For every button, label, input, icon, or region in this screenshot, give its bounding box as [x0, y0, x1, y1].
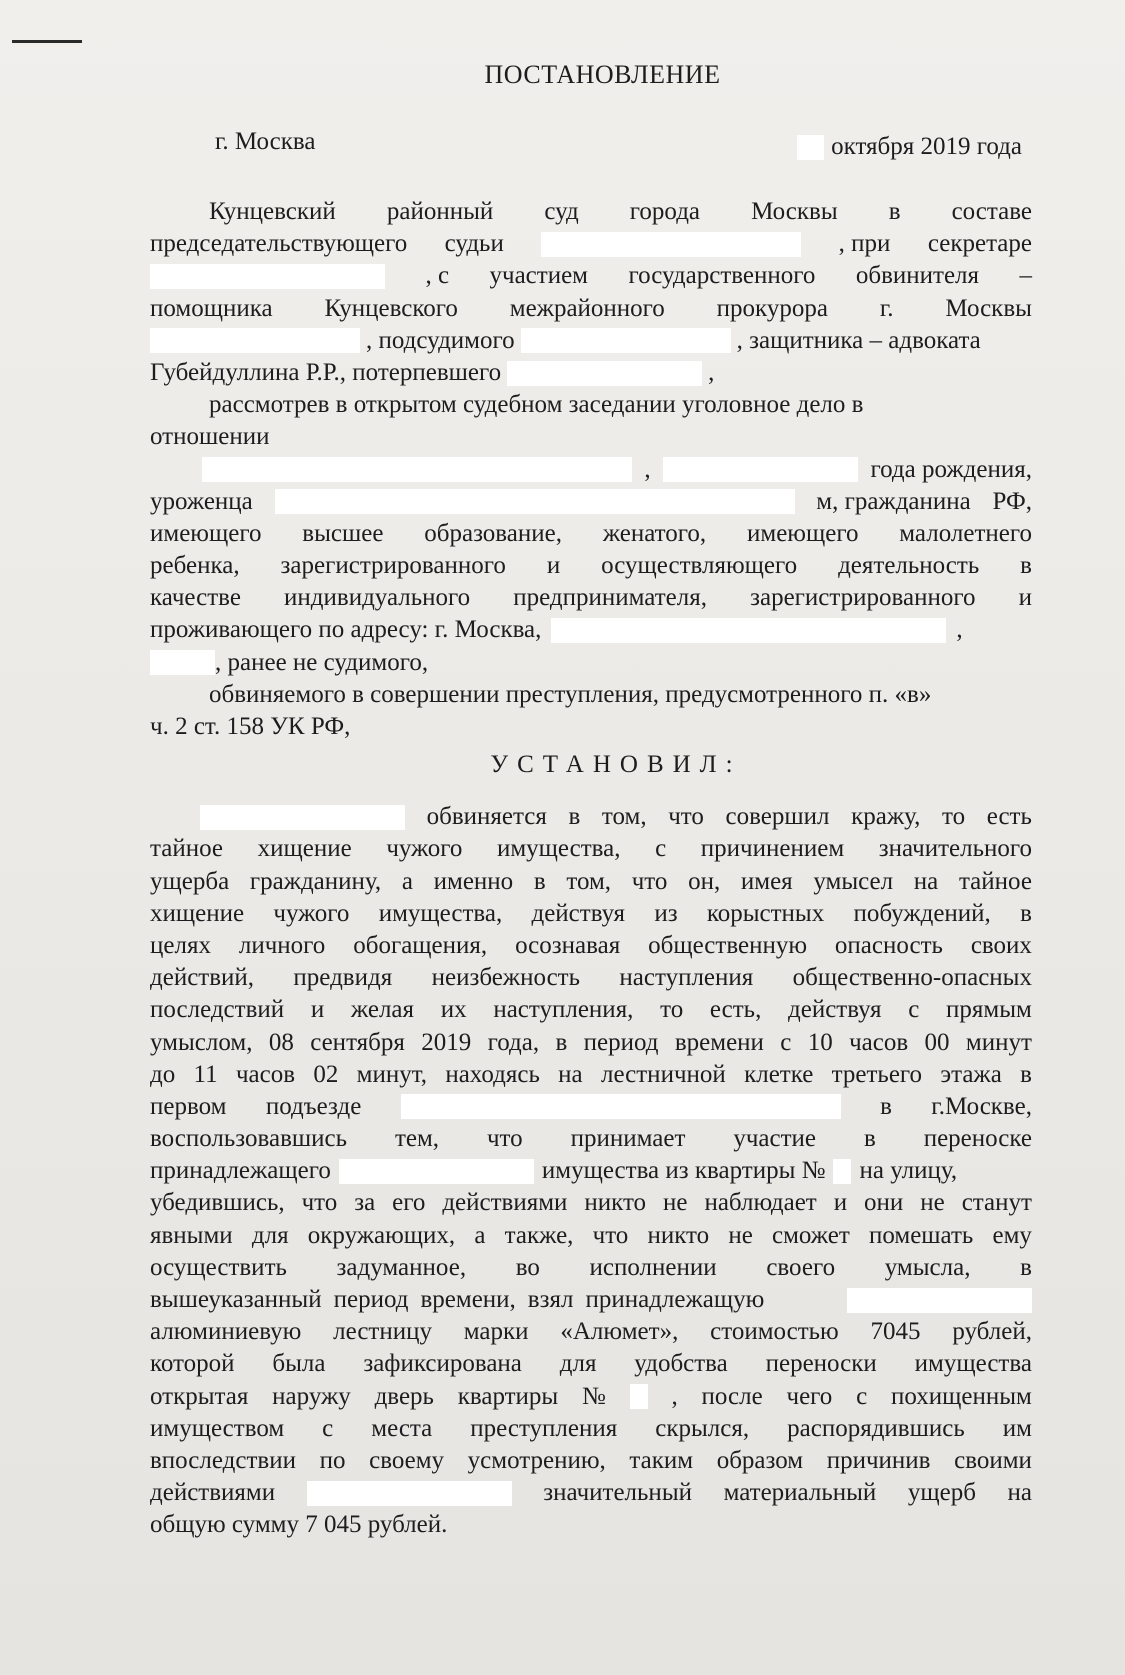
word: «Алюмет»,: [560, 1318, 679, 1346]
word: участием: [489, 262, 589, 290]
word: переноски: [765, 1350, 877, 1378]
word: сможет: [772, 1221, 850, 1249]
word: их: [440, 996, 467, 1024]
word: им: [1002, 1414, 1032, 1442]
text-line: [150, 833, 1032, 865]
redaction: [663, 457, 858, 482]
word: часов: [849, 1028, 909, 1056]
word: его: [392, 1189, 426, 1217]
word: побуждений,: [853, 899, 991, 927]
word: с: [856, 1382, 868, 1410]
word: гражданину,: [249, 867, 382, 895]
word: причинив: [826, 1446, 931, 1474]
word: секретаре: [927, 230, 1032, 258]
word: первом: [150, 1092, 227, 1120]
word: ,: [708, 358, 715, 386]
word: образом: [716, 1446, 804, 1474]
word: впоследствии: [150, 1446, 296, 1474]
word: воспользовавшись: [150, 1125, 348, 1153]
word: , при: [838, 230, 891, 258]
word: наступления: [619, 964, 754, 992]
word: года,: [487, 1028, 540, 1056]
word: межрайонного: [509, 294, 665, 322]
word: в: [1020, 1060, 1032, 1088]
word: алюминиевую: [150, 1318, 302, 1346]
word: на: [1007, 1479, 1032, 1507]
text-line: [150, 196, 1032, 228]
word: то: [660, 996, 684, 1024]
text-line: рассмотрев в открытом судебном заседании уголовное дело в: [209, 391, 864, 419]
word: по: [319, 1446, 346, 1474]
word: марки: [463, 1318, 529, 1346]
text-line: [150, 1381, 1032, 1413]
word: после: [701, 1382, 763, 1410]
text-line: [150, 801, 1032, 833]
word: рублей,: [952, 1318, 1032, 1346]
word: уроженца: [150, 487, 253, 515]
word: обвинителя: [855, 262, 980, 290]
word: зафиксирована: [363, 1350, 522, 1378]
word: прямым: [946, 996, 1032, 1024]
margin-mark: [12, 40, 82, 43]
word: 02: [313, 1060, 339, 1088]
word: принадлежащую: [585, 1286, 765, 1313]
word: города: [629, 198, 701, 225]
word: ему: [992, 1221, 1032, 1249]
word: Кунцевский: [209, 198, 336, 225]
word: в: [568, 803, 581, 831]
word: ущерб: [907, 1479, 976, 1507]
word: период: [333, 1286, 409, 1313]
text-line: обвиняемого в совершении преступления, предусмотренного п. «в»: [209, 680, 932, 708]
redaction: [150, 650, 215, 675]
text-line: [150, 1027, 1032, 1059]
word: переноске: [923, 1125, 1032, 1153]
word: находясь: [445, 1060, 540, 1088]
word: задуманное,: [336, 1253, 467, 1281]
word: принимает: [570, 1125, 686, 1153]
text-line: [150, 550, 1032, 582]
word: удобства: [634, 1350, 728, 1378]
word: тайное: [150, 835, 223, 863]
word: минут,: [356, 1060, 428, 1088]
word: вышеуказанный: [150, 1286, 322, 1313]
word: качестве: [150, 584, 241, 612]
word: и: [1018, 584, 1032, 612]
word: своими: [954, 1446, 1032, 1474]
word: 10: [807, 1028, 833, 1056]
text-line: [150, 866, 1032, 898]
word: таким: [629, 1446, 694, 1474]
word: общественно-опасных: [792, 964, 1032, 992]
text-line: [150, 930, 1032, 962]
word: Кунцевского: [324, 294, 458, 322]
word: умысел: [813, 867, 894, 895]
word: последствий: [150, 996, 285, 1024]
text-line: [150, 1445, 1032, 1477]
text-line: [150, 962, 1032, 994]
text-line: [150, 1413, 1032, 1445]
word: также,: [504, 1221, 574, 1249]
word: они: [864, 1189, 904, 1217]
word: в: [863, 1125, 876, 1153]
word: за: [354, 1189, 376, 1217]
word: г.: [879, 294, 894, 322]
word: значительного: [878, 835, 1032, 863]
word: причинением: [700, 835, 845, 863]
word: есть,: [709, 996, 762, 1024]
word: на: [913, 867, 939, 895]
word: имеющего: [150, 519, 262, 547]
redaction: [551, 618, 946, 643]
redaction: [202, 457, 632, 482]
word: зарегистрированного: [750, 584, 976, 612]
redaction: [833, 1159, 851, 1184]
word: с: [655, 835, 667, 863]
document-body: [150, 196, 1032, 1542]
redaction: [847, 1288, 1032, 1313]
word: кражу,: [851, 803, 921, 831]
redaction: [401, 1094, 841, 1119]
word: , защитника – адвоката: [736, 326, 981, 354]
word: места: [371, 1414, 433, 1442]
word: малолетнего: [899, 519, 1032, 547]
word: окружающих,: [307, 1221, 456, 1249]
word: предпринимателя,: [513, 584, 707, 612]
word: неизбежность: [431, 964, 581, 992]
word: и: [310, 996, 325, 1024]
redaction: [797, 135, 824, 160]
word: минут: [965, 1028, 1032, 1056]
word: Москвы: [945, 294, 1032, 322]
word: явными: [150, 1221, 233, 1249]
word: года рождения,: [870, 455, 1032, 483]
word: времени: [674, 1028, 764, 1056]
text-line: ч. 2 ст. 158 УК РФ,: [150, 713, 351, 740]
word: в: [888, 198, 901, 225]
word: с: [780, 1028, 792, 1056]
text-line: [150, 1123, 1032, 1155]
word: предвидя: [293, 964, 393, 992]
word: лестничной: [600, 1060, 726, 1088]
text-line: [150, 1252, 1032, 1284]
word: деятельность: [838, 552, 980, 580]
redaction: [630, 1384, 648, 1409]
word: –: [1019, 262, 1032, 290]
paragraph-findings: [150, 801, 1032, 1509]
word: клетке: [744, 1060, 814, 1088]
word: 2019: [421, 1028, 472, 1056]
text-line: [150, 1316, 1032, 1348]
word: Губейдуллина Р.Р., потерпевшего: [150, 358, 502, 386]
text-line: [150, 647, 1032, 679]
word: корыстных: [706, 899, 825, 927]
document-date: [797, 133, 1022, 161]
word: суд: [544, 198, 579, 225]
word: 7045: [870, 1318, 921, 1346]
word: и: [833, 1189, 848, 1217]
word: 08: [268, 1028, 294, 1056]
word: высшее: [302, 519, 384, 547]
word: подъезде: [265, 1092, 362, 1120]
word: скрылся,: [655, 1414, 750, 1442]
word: ущерба: [150, 867, 230, 895]
word: помешать: [868, 1221, 974, 1249]
word: есть: [986, 803, 1032, 831]
text-line: [150, 454, 1032, 486]
date-text: октября 2019 года: [831, 133, 1022, 160]
text-line: [150, 228, 1032, 260]
word: образование,: [424, 519, 562, 547]
text-line: [150, 486, 1032, 518]
word: лестницу: [333, 1318, 432, 1346]
word: для: [559, 1350, 597, 1378]
word: имеющего: [747, 519, 859, 547]
text-line: [150, 582, 1032, 614]
word: тем,: [394, 1125, 440, 1153]
word: что: [668, 803, 704, 831]
word: то: [942, 803, 966, 831]
word: имущества,: [378, 899, 503, 927]
redaction: [307, 1481, 512, 1506]
word: чужого: [273, 899, 350, 927]
text-line: [150, 1348, 1032, 1380]
word: зарегистрированного: [280, 552, 506, 580]
redaction: [150, 328, 360, 353]
document-city: г. Москва: [215, 128, 316, 155]
text-line: [150, 1284, 1032, 1316]
word: районный: [386, 198, 494, 225]
text-line: [150, 1187, 1032, 1219]
word: действуя: [531, 899, 626, 927]
word: дверь: [374, 1382, 434, 1410]
word: целях: [150, 931, 211, 959]
word: для: [251, 1221, 289, 1249]
word: имущества из квартиры №: [541, 1157, 826, 1185]
word: чего: [786, 1382, 833, 1410]
word: , с: [425, 262, 450, 290]
word: именно: [433, 867, 514, 895]
word: усмотрению,: [467, 1446, 606, 1474]
word: что: [592, 1221, 629, 1249]
word: действий,: [150, 964, 255, 992]
word: взял: [527, 1286, 574, 1313]
word: преступления: [470, 1414, 618, 1442]
word: осуществить: [150, 1253, 287, 1281]
paragraph-defendant-details: [150, 454, 1032, 679]
word: не: [728, 1221, 753, 1249]
redaction: [521, 328, 731, 353]
word: чужого: [386, 835, 463, 863]
word: ,: [644, 455, 651, 483]
text-line: [150, 994, 1032, 1026]
redaction: [339, 1159, 534, 1184]
word: имуществом: [150, 1414, 285, 1442]
word: составе: [951, 198, 1032, 225]
word: убедившись,: [150, 1189, 285, 1217]
word: имущества,: [496, 835, 621, 863]
text-line: [150, 1155, 1032, 1187]
word: что: [631, 867, 668, 895]
word: в: [555, 1028, 568, 1056]
word: личного: [238, 931, 326, 959]
paragraph-court-composition: [150, 196, 1032, 389]
text-line: [150, 1477, 1032, 1509]
word: ,: [956, 616, 963, 644]
text-line: [150, 898, 1032, 930]
word: участие: [733, 1125, 816, 1153]
word: а: [474, 1221, 486, 1249]
word: принадлежащего: [150, 1157, 331, 1185]
word: своих: [970, 931, 1032, 959]
word: индивидуального: [284, 584, 471, 612]
text-line: [150, 1091, 1032, 1123]
word: распорядившись: [787, 1414, 965, 1442]
word: период: [583, 1028, 659, 1056]
word: обвиняется: [426, 803, 547, 831]
word: хищение: [150, 899, 245, 927]
word: значительный: [543, 1479, 692, 1507]
word: до: [150, 1060, 176, 1088]
word: проживающего по адресу: г. Москва,: [150, 616, 542, 644]
word: тайное: [958, 867, 1032, 895]
word: , ранее не судимого,: [215, 648, 429, 676]
redaction: [275, 489, 795, 514]
text-line: [150, 293, 1032, 325]
text-line: [150, 614, 1032, 646]
word: председательствующего: [150, 230, 408, 258]
word: наблюдает: [704, 1189, 817, 1217]
text-line: [150, 1059, 1032, 1091]
word: не: [663, 1189, 688, 1217]
redaction: [507, 361, 702, 386]
word: №: [582, 1382, 606, 1410]
section-heading: УСТАНОВИЛ:: [490, 751, 742, 779]
text-line: [150, 1220, 1032, 1252]
word: исполнении: [589, 1253, 717, 1281]
word: общественную: [648, 931, 808, 959]
word: осуществляющего: [601, 552, 798, 580]
word: женатого,: [602, 519, 707, 547]
word: наружу: [272, 1382, 351, 1410]
text-line: [150, 325, 1032, 357]
redaction: [541, 232, 801, 257]
word: , подсудимого: [366, 326, 515, 354]
document-title: ПОСТАНОВЛЕНИЕ: [484, 60, 721, 89]
word: своему: [369, 1446, 445, 1474]
word: том,: [566, 867, 612, 895]
word: осознавая: [515, 931, 621, 959]
word: материальный: [723, 1479, 877, 1507]
word: с: [908, 996, 920, 1024]
word: РФ,: [992, 487, 1032, 515]
word: помощника: [150, 294, 273, 322]
word: ребенка,: [150, 552, 240, 580]
word: стоимостью: [710, 1318, 839, 1346]
word: действуя: [788, 996, 882, 1024]
word: желая: [350, 996, 415, 1024]
word: хищение: [257, 835, 352, 863]
word: Москвы: [751, 198, 838, 225]
word: умыслом,: [150, 1028, 253, 1056]
word: своего: [766, 1253, 836, 1281]
word: имущества: [914, 1350, 1032, 1378]
word: этажа: [940, 1060, 1002, 1088]
word: что: [486, 1125, 523, 1153]
word: была: [272, 1350, 326, 1378]
word: третьего: [831, 1060, 923, 1088]
word: на: [558, 1060, 583, 1088]
word: действиями: [150, 1479, 276, 1507]
word: а: [401, 867, 413, 895]
word: квартиры: [457, 1382, 559, 1410]
word: что: [301, 1189, 338, 1217]
word: он,: [688, 867, 721, 895]
word: действиями: [442, 1189, 568, 1217]
word: в: [1020, 552, 1032, 580]
word: имея: [740, 867, 793, 895]
word: часов: [235, 1060, 296, 1088]
word: не: [920, 1189, 945, 1217]
word: обогащения,: [353, 931, 488, 959]
text-line: [150, 518, 1032, 550]
word: в: [533, 867, 546, 895]
text-line: общую сумму 7 045 рублей.: [150, 1511, 448, 1539]
word: судьи: [444, 230, 504, 258]
word: том,: [601, 803, 647, 831]
word: м, гражданина: [816, 487, 971, 515]
word: в: [880, 1092, 892, 1120]
word: и: [546, 552, 561, 580]
word: открытая: [150, 1382, 249, 1410]
word: во: [515, 1253, 540, 1281]
word: 11: [193, 1060, 218, 1088]
word: никто: [647, 1221, 710, 1249]
text-line: [150, 357, 1032, 389]
word: никто: [584, 1189, 647, 1217]
word: которой: [150, 1350, 235, 1378]
redaction: [200, 805, 405, 830]
word: в: [1020, 899, 1032, 927]
text-line: [150, 260, 1032, 292]
word: на улицу,: [859, 1157, 958, 1185]
word: г.Москве,: [931, 1092, 1032, 1120]
word: прокурора: [716, 294, 828, 322]
word: опасность: [834, 931, 943, 959]
redaction: [150, 264, 385, 289]
word: умысла,: [884, 1253, 971, 1281]
word: похищенным: [891, 1382, 1032, 1410]
word: из: [654, 899, 678, 927]
text-line: отношении: [150, 423, 270, 451]
word: в: [1020, 1253, 1032, 1281]
word: сентября: [310, 1028, 405, 1056]
word: государственного: [628, 262, 816, 290]
word: совершил: [725, 803, 830, 831]
word: с: [322, 1414, 334, 1442]
word: наступления,: [493, 996, 634, 1024]
word: 00: [924, 1028, 950, 1056]
word: времени,: [420, 1286, 516, 1313]
word: станут: [961, 1189, 1032, 1217]
word: ,: [671, 1382, 678, 1410]
